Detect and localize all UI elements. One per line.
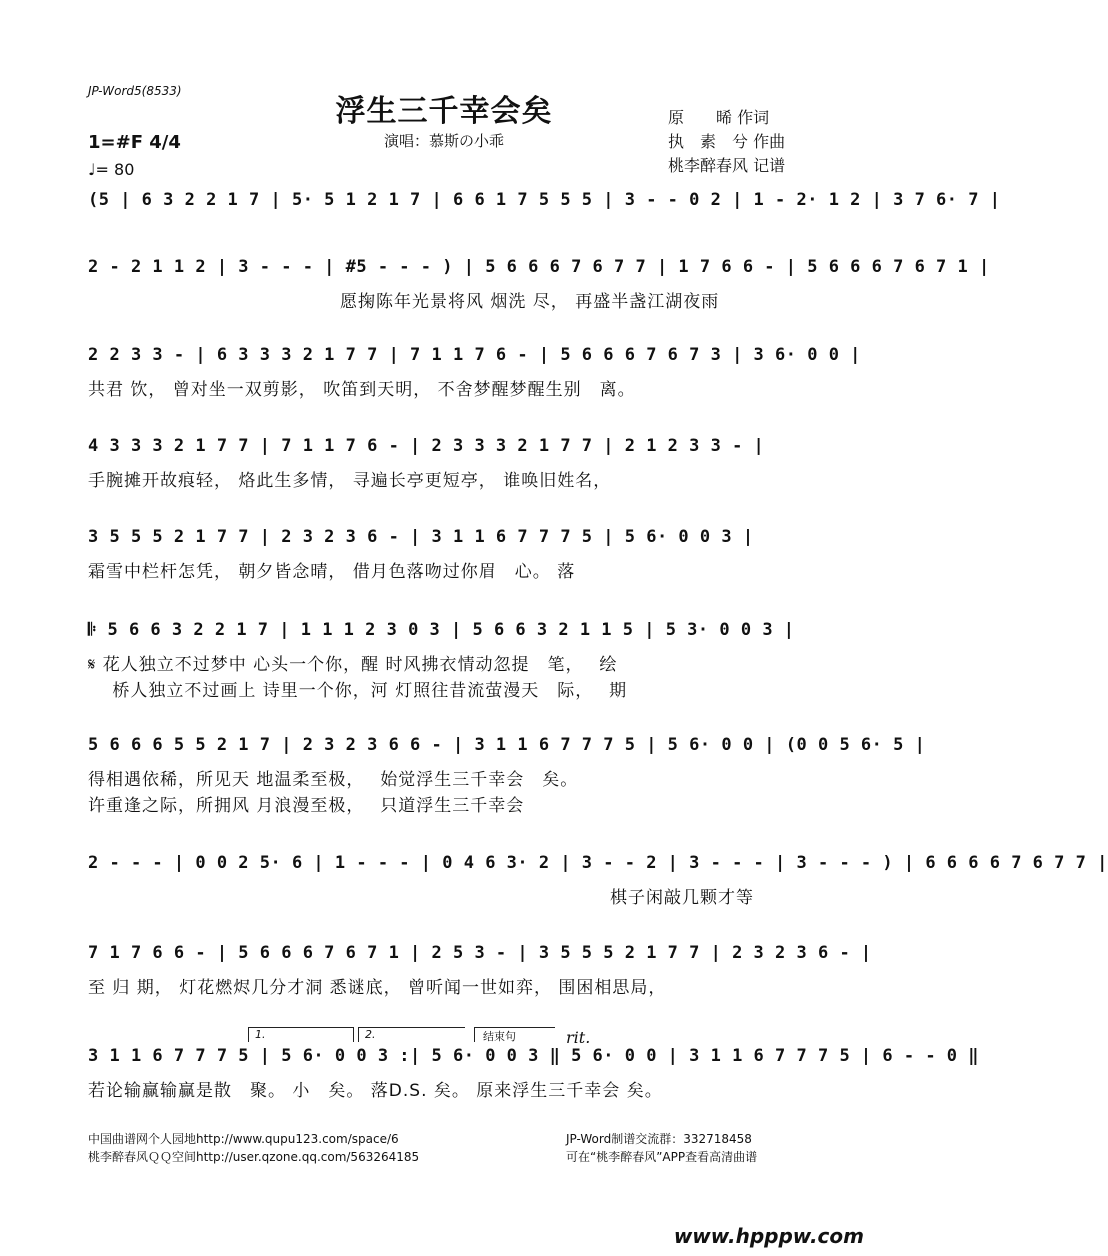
singer-line: 演唱：慕斯の小乖	[383, 132, 504, 150]
lyricist-credit: 原 晞 作词	[668, 108, 770, 127]
coda-bracket	[474, 1027, 555, 1042]
ritardando-mark: rit.	[566, 1028, 591, 1047]
transcriber-credit: 桃李醉春风 记谱	[668, 156, 786, 175]
notation-line: 𝄆 5 6 6 3 2 2 1 7 | 1 1 1 2 3 0 3 | 5 6 6 3 2 1 1 5 | 5 3· 0 0 3 |	[88, 620, 795, 640]
notation-line: 3 5 5 5 2 1 7 7 | 2 3 2 3 6 - | 3 1 1 6 7 7 7 5 | 5 6· 0 0 3 |	[88, 527, 754, 547]
first-ending-label: 1.	[255, 1028, 266, 1041]
notation-line: 2 - - - | 0 0 2 5· 6 | 1 - - - | 0 4 6 3· 2 | 3 - - 2 | 3 - - - | 3 - - - ) | 6 6 6 6 7 6 7 7 |	[88, 853, 1108, 873]
composer-credit: 执 素 兮 作曲	[668, 132, 786, 151]
lyric-line-verse-2: 许重逢之际，所拥风 月浪漫至极， 只道浮生三千幸会	[88, 796, 525, 816]
footer-link-qupu[interactable]: 中国曲谱网个人园地http://www.qupu123.com/space/6	[88, 1132, 399, 1146]
credits	[668, 106, 785, 178]
notation-line: 3 1 1 6 7 7 7 5 | 5 6· 0 0 3 :| 5 6· 0 0 3 ‖ 5 6· 0 0 | 3 1 1 6 7 7 7 5 | 6 - - 0 ‖	[88, 1046, 979, 1066]
lyric-line: 霜雪中栏杆怎凭， 朝夕皆念晴， 借月色落吻过你眉 心。 落	[88, 562, 576, 582]
lyric-line: 愿掬陈年光景将风 烟洗 尽， 再盛半盏江湖夜雨	[88, 292, 720, 312]
lyric-line: 手腕摊开故痕轻， 烙此生多情， 寻遍长亭更短亭， 谁唤旧姓名，	[88, 471, 612, 491]
footer-left	[88, 1130, 419, 1166]
site-watermark: www.hpppw.com	[673, 1224, 864, 1248]
lyric-line: 棋子闲敲几颗才等	[88, 888, 754, 908]
second-ending-label: 2.	[365, 1028, 376, 1041]
key-signature: 1=#F 4/4	[88, 132, 181, 153]
lyric-line-verse-2: 桥人独立不过画上 诗里一个你，河 灯照往昔流萤漫天 际， 期	[88, 681, 628, 701]
coda-label: 结束句	[483, 1030, 516, 1043]
footer-group-info: JP-Word制谱交流群：332718458	[566, 1132, 752, 1146]
notation-line: 2 - 2 1 1 2 | 3 - - - | #5 - - - ) | 5 6 6 6 7 6 7 7 | 1 7 6 6 - | 5 6 6 6 7 6 7 1 |	[88, 257, 990, 277]
footer-app-info: 可在“桃李醉春风”APP查看高清曲谱	[566, 1150, 758, 1164]
lyric-line-verse-1: 得相遇依稀，所见天 地温柔至极， 始觉浮生三千幸会 矣。	[88, 770, 579, 790]
lyric-line: 共君 饮， 曾对坐一双剪影， 吹笛到天明， 不舍梦醒梦醒生别 离。	[88, 380, 636, 400]
first-ending-bracket	[248, 1027, 354, 1042]
lyric-line: 至 归 期， 灯花燃烬几分才洞 悉谜底， 曾听闻一世如弈， 围困相思局，	[88, 978, 667, 998]
notation-line: 7 1 7 6 6 - | 5 6 6 6 7 6 7 1 | 2 5 3 - | 3 5 5 5 2 1 7 7 | 2 3 2 3 6 - |	[88, 943, 872, 963]
lyric-line: 若论输赢输赢是散 聚。 小 矣。 落D.S. 矣。 原来浮生三千幸会 矣。	[88, 1081, 663, 1101]
notation-line: 2 2 3 3 - | 6 3 3 3 2 1 7 7 | 7 1 1 7 6 - | 5 6 6 6 7 6 7 3 | 3 6· 0 0 |	[88, 345, 861, 365]
notation-line: (5 | 6 3 2 2 1 7 | 5· 5 1 2 1 7 | 6 6 1 7 5 5 5 | 3 - - 0 2 | 1 - 2· 1 2 | 3 7 6· 7 |	[88, 190, 1001, 210]
lyric-line-verse-1: 𝄋 花人独立不过梦中 心头一个你，醒 时风拂衣情动忽提 笔， 绘	[88, 655, 618, 675]
second-ending-bracket	[358, 1027, 465, 1042]
notation-line: 4 3 3 3 2 1 7 7 | 7 1 1 7 6 - | 2 3 3 3 2 1 7 7 | 2 1 2 3 3 - |	[88, 436, 765, 456]
software-tag: JP-Word5(8533)	[88, 84, 182, 98]
footer-right	[566, 1130, 757, 1166]
notation-line: 5 6 6 6 5 5 2 1 7 | 2 3 2 3 6 6 - | 3 1 1 6 7 7 7 5 | 5 6· 0 0 | (0 0 5 6· 5 |	[88, 735, 926, 755]
tempo-mark: ♩= 80	[88, 160, 135, 179]
footer-link-qzone[interactable]: 桃李醉春风ＱＱ空间http://user.qzone.qq.com/563264185	[88, 1150, 420, 1164]
song-title: 浮生三千幸会矣	[335, 94, 553, 129]
